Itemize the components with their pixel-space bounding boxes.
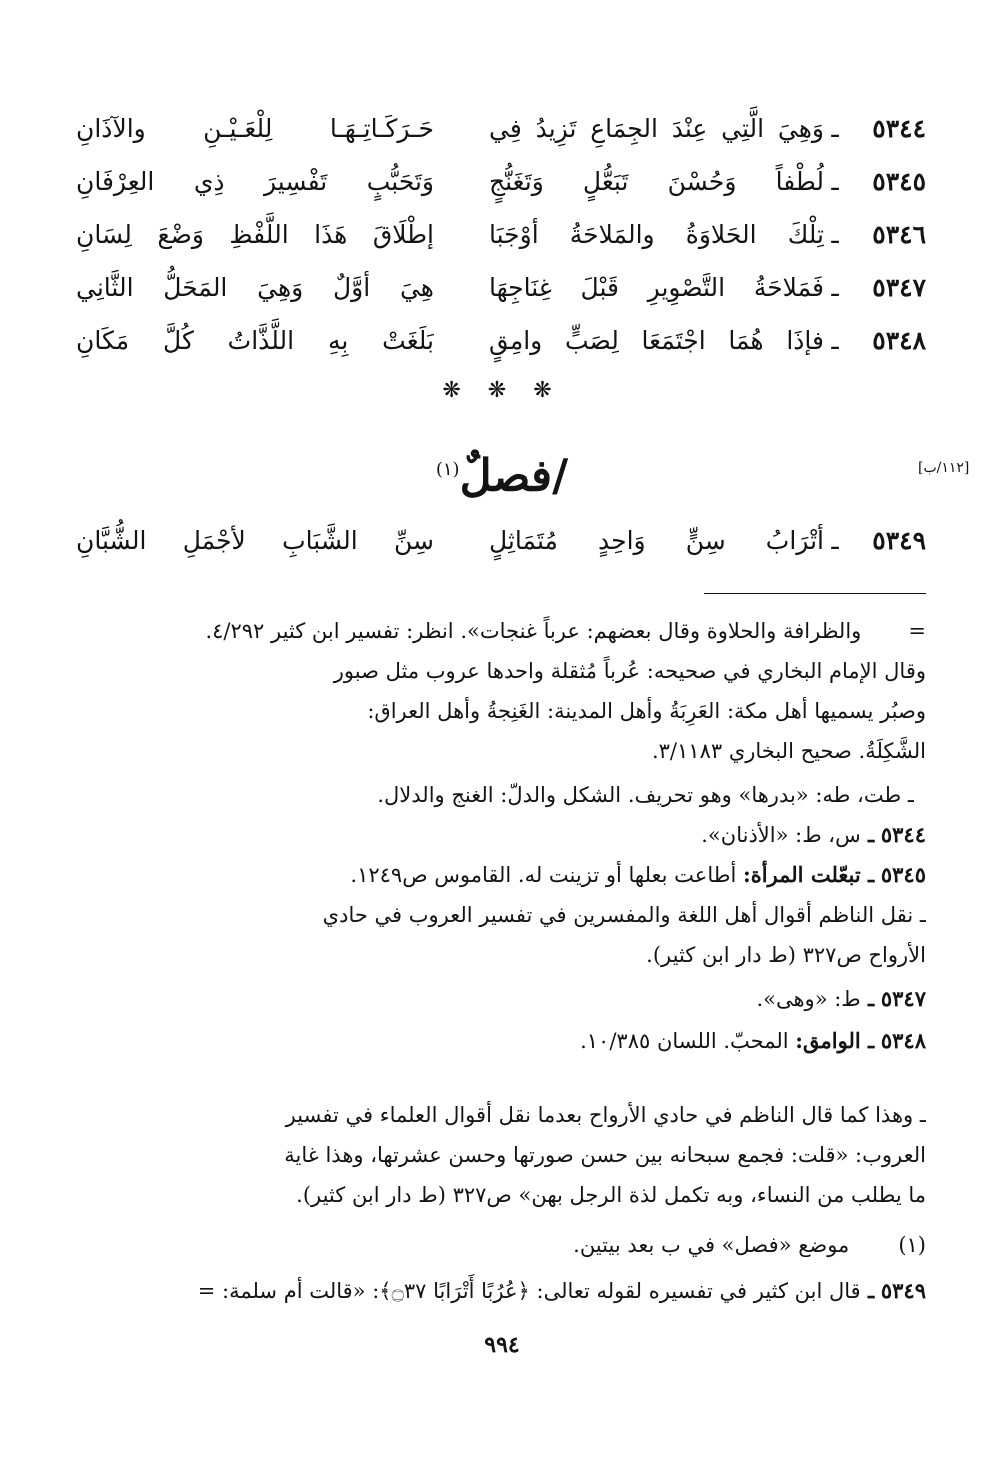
verse-first-hemistich: وَهِيَ الَّتِي عِنْدَ الجِمَاعِ تَزِيدُ فِي (489, 114, 824, 143)
footnote-line (62, 776, 914, 814)
footnote-line (74, 732, 926, 770)
footnote-line (74, 692, 926, 730)
verse-first-hemistich: فإذَا هُمَا اجْتَمَعَا لِصَبٍّ وامِقٍ (489, 326, 824, 355)
footnotes (74, 612, 926, 1132)
footnotes-continued (74, 1096, 926, 1336)
footnote-5347: ٥٣٤٧ ـ ط: «وهى». (756, 986, 926, 1011)
footnote-text: موضع «فصل» في ب بعد بيتين. (573, 1233, 850, 1257)
footnote-verse-number: ٥٣٤٤ (880, 822, 926, 847)
section-divider-stars: ❋ ❋ ❋ (442, 378, 562, 403)
verse-separator: ـ (831, 167, 839, 196)
footnote-1 (74, 1226, 926, 1264)
verse-separator: ـ (831, 326, 839, 355)
footnote-verse-number: ٥٣٤٩ (880, 1278, 926, 1303)
footnote-text: قال ابن كثير في تفسيره لقوله تعالى: ﴿عُرُبًا أَتْرَابًا ۝٣٧﴾: «قالت أم سلمة: = (197, 1279, 861, 1303)
footnote-text: المحبّ. اللسان ١٠/٣٨٥. (580, 1029, 789, 1053)
footnote-line (74, 1096, 926, 1134)
section-heading (0, 440, 1004, 507)
footnote-text: ـ نقل الناظم أقوال أهل اللغة والمفسرين في تفسير العروب في حادي (322, 903, 926, 927)
footnote-line (74, 1176, 926, 1214)
footnote-verse-number: ٥٣٤٥ (880, 862, 926, 887)
footnote-5349: ٥٣٤٩ ـ قال ابن كثير في تفسيره لقوله تعالى: ﴿عُرُبًا أَتْرَابًا ۝٣٧﴾: «قالت أم سلمة: = (197, 1278, 926, 1303)
footnote-line (74, 1136, 926, 1174)
footnote-text: الشَّكِلَةُ. صحيح البخاري ٣/١١٨٣. (651, 739, 926, 763)
verse-second-hemistich: وَتَحَبُّبٍ تَفْسِيرَ ذِي العِرْفَانِ (76, 167, 434, 196)
footnote-text: س، ط: «الأذنان». (701, 823, 861, 847)
verse-second-hemistich: حَـرَكَـاتِـهَـا لِلْعَـيْـنِ والآذَانِ (76, 114, 434, 143)
footnote-marker: (١) (898, 1233, 926, 1257)
footnote-text: العروب: «قلت: فجمع سبحانه بين حسن صورتها وحسن عشرتها، وهذا غاية (284, 1143, 926, 1167)
footnote-text: ط: «وهى». (756, 987, 861, 1011)
footnote-text: ـ طت، طه: «بدرها» وهو تحريف. الشكل والدلّ: الغنج والدلال. (377, 783, 914, 807)
verse-number: ٥٣٤٧ (872, 273, 926, 302)
footnote-text: وقال الإمام البخاري في صحيحه: عُرباً مُثقلة واحدها عروب مثل صبور (333, 659, 926, 683)
footnote-continuation (74, 612, 926, 650)
footnote-text: ما يطلب من النساء، وبه تكمل لذة الرجل بهن» ص٣٢٧ (ط دار ابن كثير). (296, 1183, 926, 1207)
footnote-divider (704, 593, 926, 594)
footnote-verse-number: ٥٣٤٧ (880, 986, 926, 1011)
verse-number: ٥٣٤٨ (872, 326, 926, 355)
verse-separator: ـ (831, 114, 839, 143)
footnote-text: والظرافة والحلاوة وقال بعضهم: عرباً غنجات». انظر: تفسير ابن كثير ٤/٢٩٢. (205, 619, 862, 643)
verse-5347 (76, 263, 926, 313)
verse-number: ٥٣٤٦ (872, 220, 926, 249)
verse-number: ٥٣٤٥ (872, 167, 926, 196)
verse-5348 (76, 316, 926, 366)
footnote-line (74, 652, 926, 690)
footnote-text: ـ وهذا كما قال الناظم في حادي الأرواح بعدما نقل أقوال العلماء في تفسير (285, 1103, 926, 1127)
verse-second-hemistich: بَلَغَتْ بِهِ اللَّذَّاتُ كُلَّ مَكَانِ (76, 326, 434, 355)
verse-second-hemistich: سِنِّ الشَّبَابِ لأجْمَلِ الشُّبَّانِ (76, 526, 434, 555)
verse-number: ٥٣٤٩ (872, 526, 926, 555)
verse-second-hemistich: هِيَ أوَّلٌ وَهِيَ المَحَلُّ الثَّانِي (76, 273, 434, 302)
footnote-text: وصبُر يسميها أهل مكة: العَرِبَةُ وأهل المدينة: الغَنِجةُ وأهل العراق: (367, 699, 926, 723)
footnote-verse-number: ٥٣٤٨ (880, 1028, 926, 1053)
verse-separator: ـ (831, 526, 839, 555)
continuation-mark: = (908, 619, 926, 643)
verse-separator: ـ (831, 273, 839, 302)
verse-5344 (76, 104, 926, 154)
verse-number: ٥٣٤٤ (872, 114, 926, 143)
footnote-line (74, 936, 926, 974)
verse-5349 (76, 516, 926, 566)
footnote-term: الوامق: (795, 1028, 861, 1053)
page-number: ٩٩٤ (484, 1332, 520, 1358)
footnote-5344: ٥٣٤٤ ـ س، ط: «الأذنان». (701, 822, 926, 847)
footnote-text: الأرواح ص٣٢٧ (ط دار ابن كثير). (646, 943, 926, 967)
footnote-term: تبعّلت المرأة: (742, 862, 861, 887)
verse-5346 (76, 210, 926, 260)
verse-first-hemistich: أتْرَابُ سِنٍّ وَاحِدٍ مُتَمَاثِلٍ (489, 526, 824, 555)
footnote-marker: (١) (435, 459, 460, 480)
verse-first-hemistich: فَمَلاحَةُ التَّصْوِيرِ قَبْلَ غِنَاجِهَا (489, 273, 824, 302)
verse-separator: ـ (831, 220, 839, 249)
footnote-5348: ٥٣٤٨ ـ الوامق: المحبّ. اللسان ١٠/٣٨٥. (580, 1028, 926, 1053)
verse-second-hemistich: إطْلَاقَ هَذَا اللَّفْظِ وَضْعَ لِسَانِ (76, 220, 434, 249)
verse-5345 (76, 157, 926, 207)
footnote-line (74, 896, 926, 934)
margin-reference: [١١٢/ب] (918, 460, 970, 476)
footnote-text: أطاعت بعلها أو تزينت له. القاموس ص١٢٤٩. (350, 863, 737, 887)
verse-first-hemistich: لُطْفاً وَحُسْنَ تَبَعُّلٍ وَتَغَنُّجٍ (489, 167, 824, 196)
verse-first-hemistich: تِلْكَ الحَلاوَةُ والمَلاحَةُ أوْجَبَا (489, 220, 824, 249)
section-title: /فصلٌ (459, 450, 569, 502)
footnote-5345: ٥٣٤٥ ـ تبعّلت المرأة: أطاعت بعلها أو تزينت له. القاموس ص١٢٤٩. (350, 862, 926, 887)
